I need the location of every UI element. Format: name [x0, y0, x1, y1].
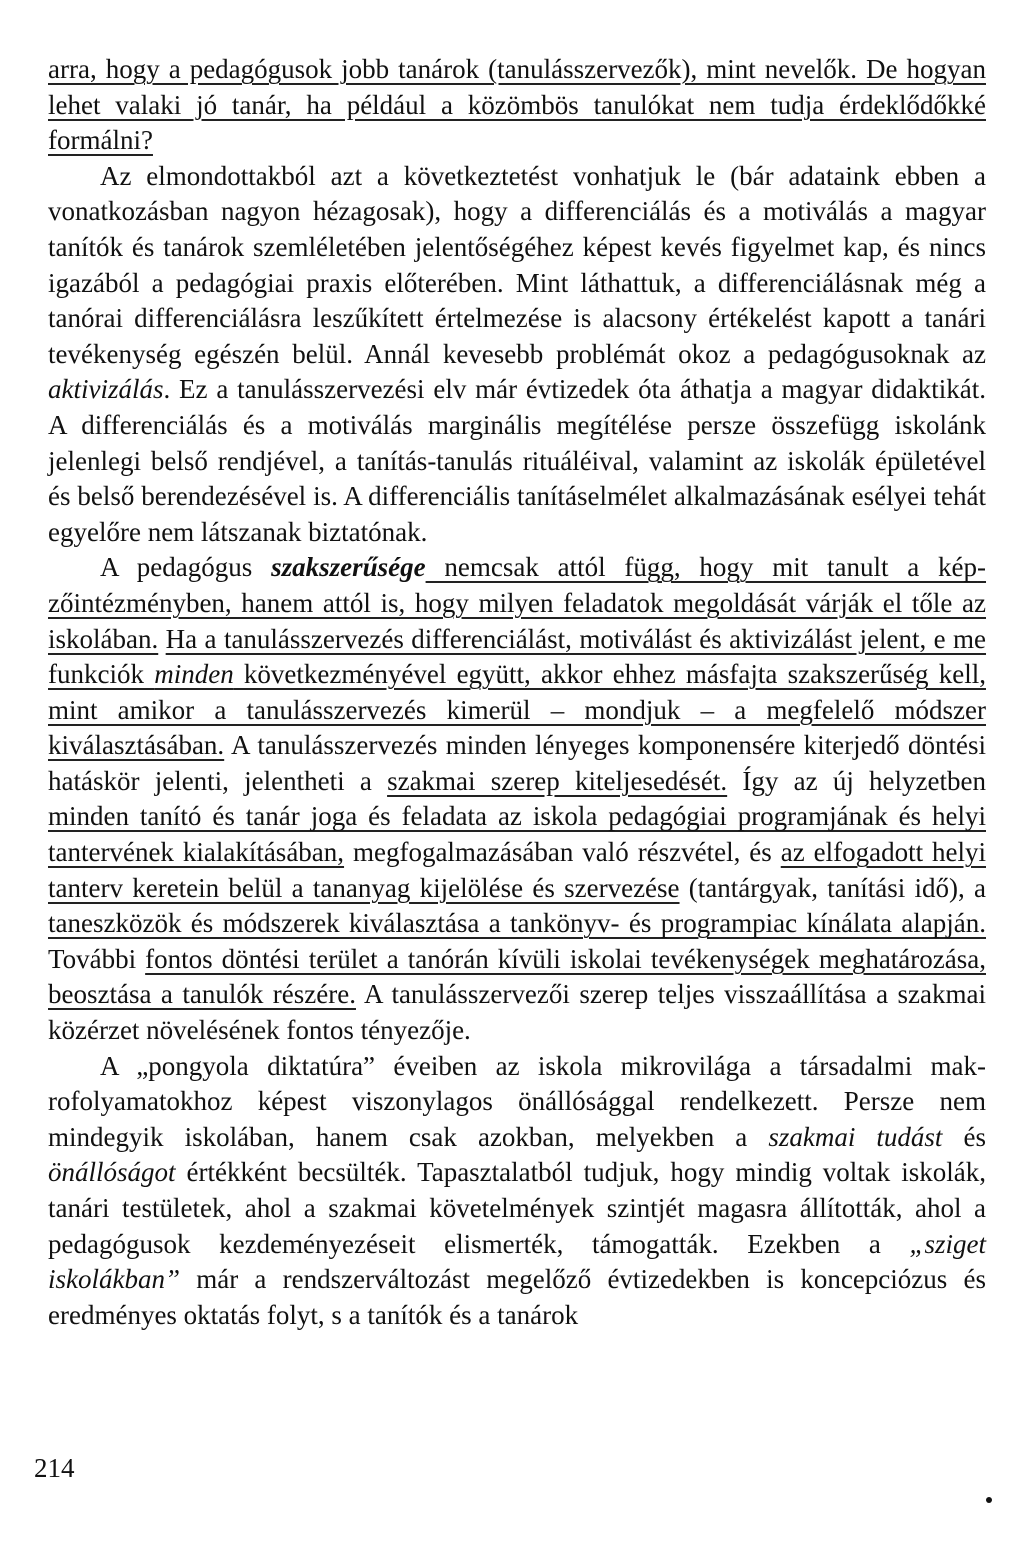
- text-segment: (tantárgyak, tanítási idő), a: [679, 872, 986, 903]
- text-segment: „sziget iskolákban”: [48, 1228, 986, 1295]
- text-segment: Így az új helyzetben: [727, 765, 986, 796]
- text-segment: minden: [154, 659, 234, 690]
- text-segment: aktivizálás: [48, 374, 164, 405]
- text-segment: Ha a tanulásszervezés differenciálást, motiválást és aktivizálást jelent, e me funkciók: [48, 623, 987, 690]
- text-segment: önállóságot: [48, 1157, 176, 1188]
- text-segment: szakmai tudást: [768, 1121, 943, 1152]
- paragraph-professionalism: [48, 550, 986, 1048]
- text-segment: minden tanító és tanár joga és feladata az iskola pedagógiai programjának és helyi tantervének kialakításában,: [48, 801, 986, 868]
- book-page-body: [48, 52, 986, 1333]
- text-segment: nemcsak attól függ, hogy mit tanult a képzőintézményben, hanem attól is, hogy milyen feladatok megoldását várják el tőle az iskolában.: [48, 552, 987, 654]
- text-segment: taneszközök és módszerek kiválasztása a tankönyv- és programpiac kínálata alapján.: [48, 908, 986, 939]
- ink-dot-mark: [986, 1497, 992, 1503]
- text-segment: További: [48, 943, 146, 974]
- text-segment: A „pongyola diktatúra” éveiben az iskola mikrovilága a társadalmi makrofolyamatokhoz képest viszonylagos önállósággal rendelkezett. Persze nem mindegyik iskolában, hanem csak azokban, melyekben a: [48, 1050, 986, 1152]
- text-segment: szakszerűsége: [271, 552, 426, 583]
- paragraph-conclusion: [48, 159, 986, 551]
- text-segment: az elfogadott helyi tanterv keretein belül a tananyag kijelölése és szervezése: [48, 837, 986, 903]
- text-segment: értékként becsülték. Tapasztalatból tudjuk, hogy mindig voltak iskolák, tanári testületek, ahol a szakmai követelmények szintjét magasra állították, ahol a pedagógusok kezdeményezéseit elismerték, támogatták. Ezekben a: [48, 1157, 986, 1259]
- text-segment: szakmai szerep kiteljesedését.: [387, 765, 728, 796]
- text-segment: A tanulásszervezés minden lényeges komponensére kiterjedő döntési hatáskör jelenti, jelentheti a: [48, 730, 986, 796]
- text-segment: következményével együtt, akkor ehhez másfajta szakszerűség kell, mint amikor a tanulásszervezés kimerül – mondjuk – a megfelelő módszer kiválasztásában.: [48, 659, 986, 761]
- text-segment: [158, 624, 165, 654]
- text-segment: és: [942, 1121, 986, 1152]
- text-segment: arra, hogy a pedagógusok jobb tanárok (tanulásszervezők), mint nevelők. De hogyan lehet valaki jó tanár, ha például a közömbös tanulókat nem tudja érdeklődőkké formálni?: [48, 54, 986, 156]
- paragraph-opening: [48, 52, 986, 159]
- text-segment: . Ez a tanulásszervezési elv már évtizedek óta áthatja a magyar didaktikát. A differenciálás és a motiválás marginális megítélése persze összefügg iskolánk jelenlegi belső rendjével, a tanítás-tanulás rituáléival, valamint az iskolák épületével és belső berendezésével is. A differenciális tanításelmélet alkalmazásának esélyei tehát egyelőre nem látszanak biztatónak.: [48, 374, 986, 547]
- text-segment: A tanulásszervezői szerep teljes visszaállítása a szakmai közérzet növelésének fontos tényezője.: [48, 979, 986, 1046]
- paragraph-island-schools: [48, 1049, 986, 1334]
- text-segment: fontos döntési terület a tanórán kívüli iskolai tevékenységek meghatározása, beosztása a tanulók részére.: [48, 943, 986, 1010]
- page-number: 214: [34, 1453, 75, 1483]
- text-segment: Az elmondottakból azt a következtetést vonhatjuk le (bár adataink ebben a vonatkozásban nagyon hézagosak), hogy a differenciálás és a motiválás a magyar tanítók és tanárok szemléletében jelentőségéhez képest kevés figyelmet kap, és nincs igazából a pedagógiai praxis előterében. Mint láthattuk, a differenciálásnak még a tanórai differenciálásra leszűkített értelmezése is alacsony értékelést kapott a tanári tevékenység egészén belül. Annál kevesebb problémát okoz a pedagógusoknak az: [48, 160, 986, 369]
- text-segment: megfogalmazásában való részvétel, és: [344, 837, 781, 868]
- text-segment: A pedagógus: [100, 552, 272, 583]
- text-segment: már a rendszerváltozást megelőző évtizedekben is koncepciózus és eredményes oktatás folyt, s a tanítók és a tanárok: [48, 1264, 986, 1330]
